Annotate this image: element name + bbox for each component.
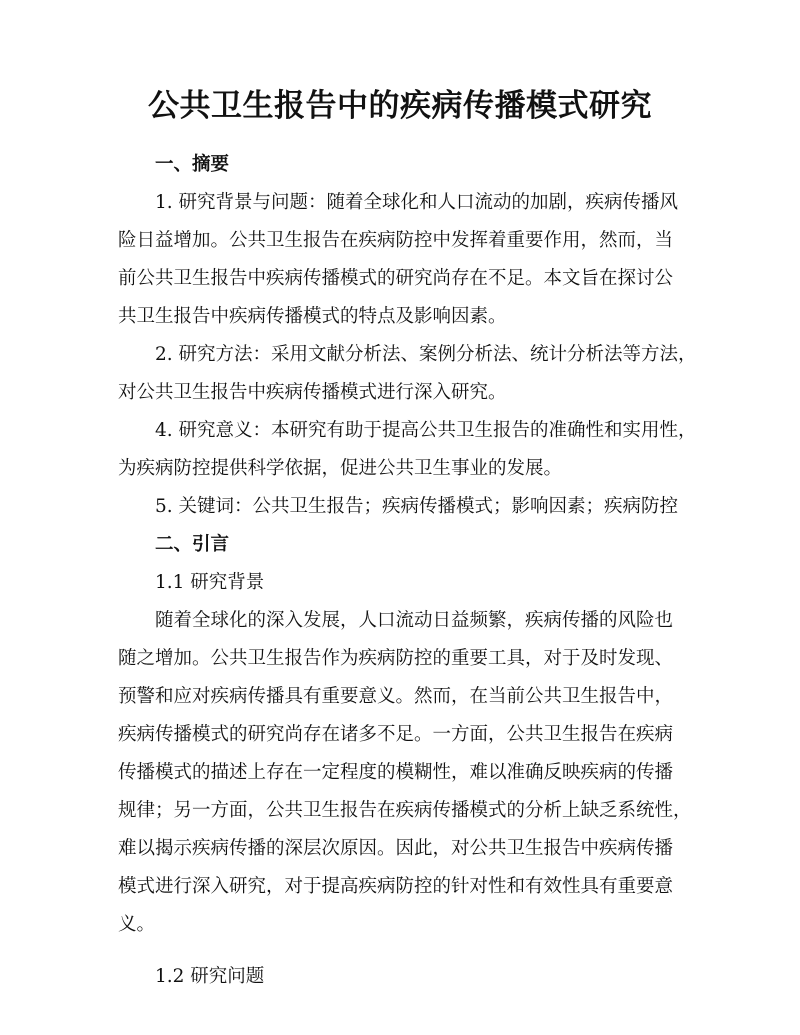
section-1-1-line-6: 规律；另一方面，公共卫生报告在疾病传播模式的分析上缺乏系统性， [118, 800, 692, 821]
paragraph-spacer [118, 944, 683, 958]
abstract-item-2-line-1: 2. 研究方法：采用文献分析法、案例分析法、统计分析法等方法， [155, 344, 697, 365]
section-1-1-line-1: 随着全球化的深入发展，人口流动日益频繁，疾病传播的风险也 [155, 610, 674, 631]
abstract-item-4-line-2: 为疾病防控提供科学依据，促进公共卫生事业的发展。 [118, 458, 563, 479]
section-1-1-line-8: 模式进行深入研究，对于提高疾病防控的针对性和有效性具有重要意 [118, 876, 674, 897]
abstract-item-1-line-2: 险日益增加。公共卫生报告在疾病防控中发挥着重要作用，然而，当 [118, 230, 674, 251]
section-1-1-line-7: 难以揭示疾病传播的深层次原因。因此，对公共卫生报告中疾病传播 [118, 838, 674, 859]
abstract-keywords: 5. 关键词：公共卫生报告；疾病传播模式；影响因素；疾病防控 [155, 496, 679, 517]
document-title: 公共卫生报告中的疾病传播模式研究 [148, 88, 652, 124]
section-1-1-heading: 1.1 研究背景 [155, 572, 265, 593]
section-1-1-line-3: 预警和应对疾病传播具有重要意义。然而，在当前公共卫生报告中， [118, 686, 674, 707]
abstract-item-4-line-1: 4. 研究意义：本研究有助于提高公共卫生报告的准确性和实用性， [155, 420, 697, 441]
abstract-item-1-line-4: 共卫生报告中疾病传播模式的特点及影响因素。 [118, 306, 507, 327]
abstract-heading: 一、摘要 [155, 154, 230, 175]
document-body [118, 146, 697, 996]
section-1-1-line-2: 随之增加。公共卫生报告作为疾病防控的重要工具，对于及时发现、 [118, 648, 674, 669]
section-1-1-line-9: 义。 [118, 914, 156, 935]
section-1-1-line-5: 传播模式的描述上存在一定程度的模糊性，难以准确反映疾病的传播 [118, 762, 674, 783]
intro-heading: 二、引言 [155, 534, 230, 555]
abstract-item-2-line-2: 对公共卫生报告中疾病传播模式进行深入研究。 [118, 382, 507, 403]
section-1-2-heading: 1.2 研究问题 [155, 966, 265, 987]
abstract-item-1-line-1: 1. 研究背景与问题：随着全球化和人口流动的加剧，疾病传播风 [155, 192, 679, 213]
abstract-item-1-line-3: 前公共卫生报告中疾病传播模式的研究尚存在不足。本文旨在探讨公 [118, 268, 674, 289]
section-1-1-line-4: 疾病传播模式的研究尚存在诸多不足。一方面，公共卫生报告在疾病 [118, 724, 674, 745]
